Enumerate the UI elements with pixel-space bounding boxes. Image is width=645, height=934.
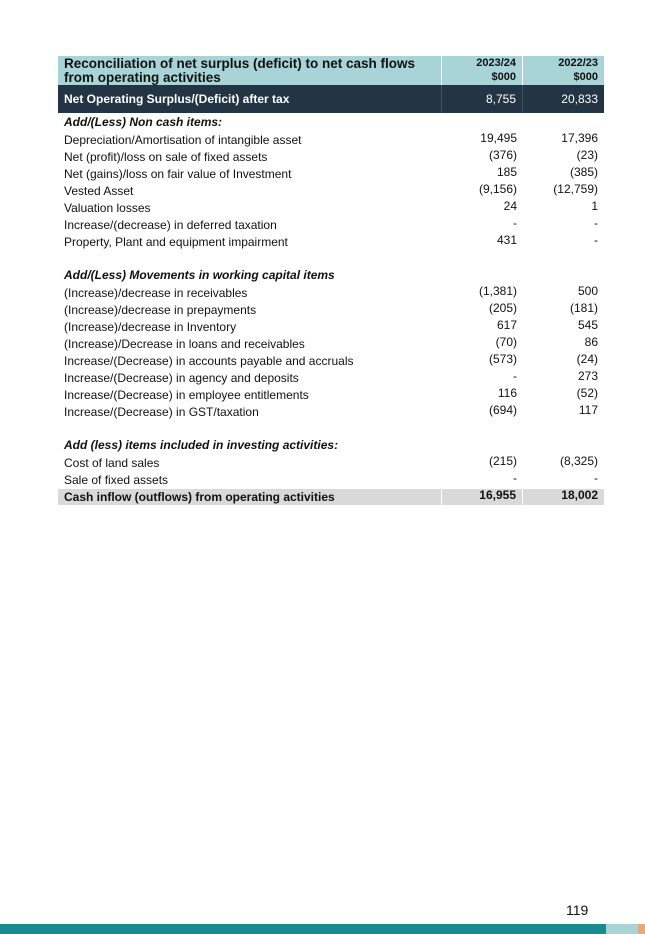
row-value-2023-24: (1,381) (478, 284, 517, 298)
row-value-2023-24: 617 (496, 318, 517, 332)
row-value-2022-23: (23) (576, 148, 598, 162)
row-value-2023-24: (376) (488, 148, 517, 162)
row-value-2022-23: 86 (584, 335, 598, 349)
cash-flow-reconciliation-table (58, 56, 604, 505)
row-value-2022-23: (8,325) (559, 454, 598, 468)
row-value-2023-24: - (513, 216, 517, 230)
footer-bar-accent (638, 924, 645, 934)
table-row (58, 335, 604, 352)
row-value-2022-23: 1 (591, 199, 598, 213)
row-label: Net (profit)/loss on sale of fixed assets (64, 150, 268, 164)
row-value-2022-23: (385) (569, 165, 598, 179)
table-row (58, 386, 604, 403)
table-row (58, 284, 604, 301)
row-label: Increase/(Decrease) in employee entitlements (64, 388, 309, 402)
table-row (58, 233, 604, 250)
table-row (58, 454, 604, 471)
row-label: Depreciation/Amortisation of intangible asset (64, 133, 302, 147)
section-heading-non-cash-items: Add/(Less) Non cash items: (64, 115, 223, 129)
row-label: (Increase)/decrease in receivables (64, 286, 248, 300)
row-label: (Increase)/decrease in Inventory (64, 320, 237, 334)
row-value-2023-24: (215) (488, 454, 517, 468)
table-row (58, 301, 604, 318)
table-row (58, 216, 604, 233)
table-row (58, 182, 604, 199)
total-row (58, 489, 604, 505)
row-label: Increase/(decrease) in deferred taxation (64, 218, 277, 232)
table-row (58, 199, 604, 216)
table-row (58, 471, 604, 488)
section-heading-investing-activities: Add (less) items included in investing activities: (64, 438, 339, 452)
row-label: Increase/(Decrease) in agency and deposits (64, 371, 299, 385)
row-value-2022-23: 500 (577, 284, 598, 298)
total-2023-24: 16,955 (442, 489, 523, 505)
row-value-2023-24: (205) (488, 301, 517, 315)
row-label: Increase/(Decrease) in accounts payable and accruals (64, 354, 354, 368)
table-row (58, 318, 604, 335)
footer-bar (0, 924, 645, 934)
row-label: (Increase)/Decrease in loans and receivables (64, 337, 305, 351)
net-operating-surplus-2023-24: 8,755 (442, 85, 523, 113)
section-heading-working-capital: Add/(Less) Movements in working capital items (64, 268, 335, 282)
footer-bar-light (606, 924, 638, 934)
row-value-2023-24: (70) (495, 335, 517, 349)
footer-bar-teal (0, 924, 606, 934)
row-label: (Increase)/decrease in prepayments (64, 303, 257, 317)
total-2022-23: 18,002 (561, 488, 598, 502)
net-operating-surplus-2022-23: 20,833 (561, 92, 598, 106)
row-label: Property, Plant and equipment impairment (64, 235, 288, 249)
row-value-2022-23: - (594, 233, 598, 247)
table-row (58, 352, 604, 369)
table-header-row (58, 56, 604, 85)
row-value-2022-23: (24) (576, 352, 598, 366)
table-row (58, 403, 604, 420)
row-value-2022-23: 17,396 (561, 131, 598, 145)
row-value-2022-23: (52) (576, 386, 598, 400)
row-value-2023-24: 24 (503, 199, 517, 213)
table-row (58, 165, 604, 182)
table-row (58, 369, 604, 386)
row-value-2022-23: 273 (577, 369, 598, 383)
row-value-2023-24: (694) (488, 403, 517, 417)
row-value-2022-23: 545 (577, 318, 598, 332)
column-header-2023-24-unit: $000 (491, 70, 516, 83)
table-row (58, 148, 604, 165)
net-operating-surplus-label: Net Operating Surplus/(Deficit) after tax (58, 85, 442, 113)
column-header-2023-24-year: 2023/24 (476, 57, 516, 69)
table-row (58, 131, 604, 148)
row-value-2022-23: - (594, 471, 598, 485)
row-value-2023-24: 185 (496, 165, 517, 179)
row-value-2023-24: - (513, 471, 517, 485)
row-value-2022-23: - (594, 216, 598, 230)
row-label: Cost of land sales (64, 456, 160, 470)
column-header-2022-23-unit: $000 (573, 70, 598, 83)
page-number: 119 (566, 902, 589, 918)
row-value-2023-24: 116 (497, 386, 517, 400)
row-value-2023-24: - (513, 369, 517, 383)
table-title: Reconciliation of net surplus (deficit) to net cash flows from operating activities (58, 56, 442, 85)
row-label: Increase/(Decrease) in GST/taxation (64, 405, 259, 419)
section-spacer (58, 250, 604, 267)
row-label: Net (gains)/loss on fair value of Investment (64, 167, 292, 181)
row-value-2022-23: (12,759) (553, 182, 598, 196)
row-value-2023-24: 431 (496, 233, 517, 247)
row-value-2023-24: 19,495 (480, 131, 517, 145)
row-value-2023-24: (573) (488, 352, 517, 366)
total-label: Cash inflow (outflows) from operating activities (58, 489, 442, 505)
row-label: Vested Asset (64, 184, 134, 198)
row-value-2022-23: 117 (578, 403, 598, 417)
column-header-2022-23-year: 2022/23 (558, 57, 598, 69)
row-label: Valuation losses (64, 201, 151, 215)
row-label: Sale of fixed assets (64, 473, 169, 487)
net-operating-surplus-row (58, 85, 604, 113)
row-value-2022-23: (181) (569, 301, 598, 315)
column-header-2023-24 (442, 56, 523, 85)
section-spacer (58, 420, 604, 437)
row-value-2023-24: (9,156) (478, 182, 517, 196)
column-header-2022-23 (523, 56, 604, 85)
